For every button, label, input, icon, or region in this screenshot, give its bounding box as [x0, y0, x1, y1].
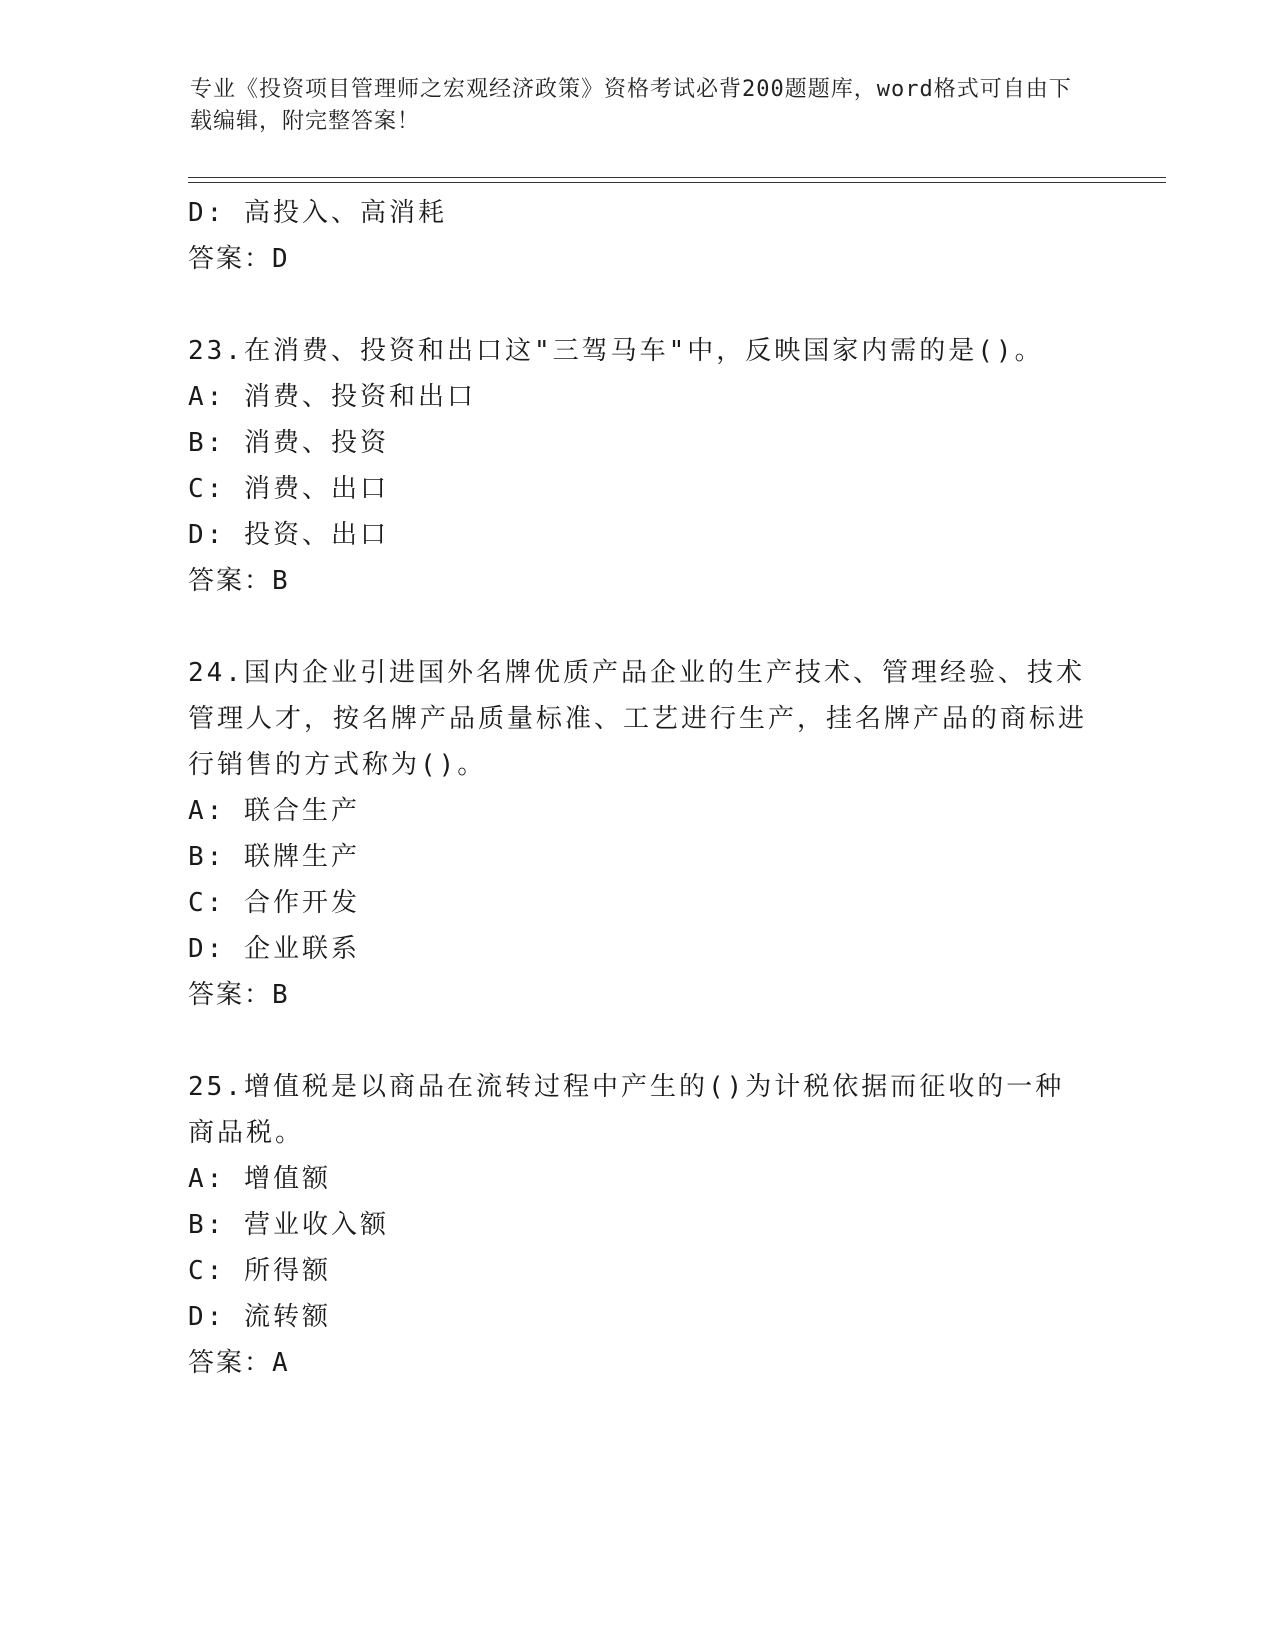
answer: 答案：A: [188, 1348, 290, 1378]
option-b: B: 消费、投资: [188, 428, 389, 458]
option-d: D: 企业联系: [188, 934, 360, 964]
question-stem: 24.国内企业引进国外名牌优质产品企业的生产技术、管理经验、技术管理人才，按名牌产品质量标准、工艺进行生产，挂名牌产品的商标进行销售的方式称为()。: [188, 658, 1088, 780]
question-stem: 25.增值税是以商品在流转过程中产生的()为计税依据而征收的一种商品税。: [188, 1072, 1065, 1148]
question-24: [188, 650, 1088, 1018]
spacer: [188, 1018, 1088, 1064]
option-c: C: 消费、出口: [188, 474, 389, 504]
option-a: A: 增值额: [188, 1164, 331, 1194]
question-25: [188, 1064, 1088, 1386]
answer: 答案：B: [188, 980, 290, 1010]
answer: 答案：B: [188, 566, 290, 596]
option-c: C: 所得额: [188, 1256, 331, 1286]
spacer: [188, 604, 1088, 650]
option-b: B: 联牌生产: [188, 842, 360, 872]
header-divider-thick: [188, 177, 1166, 178]
option-c: C: 合作开发: [188, 888, 360, 918]
header-divider-thin: [188, 182, 1166, 183]
spacer: [188, 282, 1088, 328]
option-a: A: 联合生产: [188, 796, 360, 826]
document-header: 专业《投资项目管理师之宏观经济政策》资格考试必背200题题库，word格式可自由下载编辑，附完整答案！: [190, 77, 1072, 134]
question-content: [188, 190, 1088, 1386]
option-d: D: 流转额: [188, 1302, 331, 1332]
option-d: D: 投资、出口: [188, 520, 389, 550]
question-stem: 23.在消费、投资和出口这"三驾马车"中，反映国家内需的是()。: [188, 336, 1044, 366]
option-d: D: 高投入、高消耗: [188, 198, 447, 228]
answer: 答案：D: [188, 244, 290, 274]
previous-question-tail: [188, 190, 1088, 282]
question-23: [188, 328, 1088, 604]
option-a: A: 消费、投资和出口: [188, 382, 476, 412]
option-b: B: 营业收入额: [188, 1210, 389, 1240]
